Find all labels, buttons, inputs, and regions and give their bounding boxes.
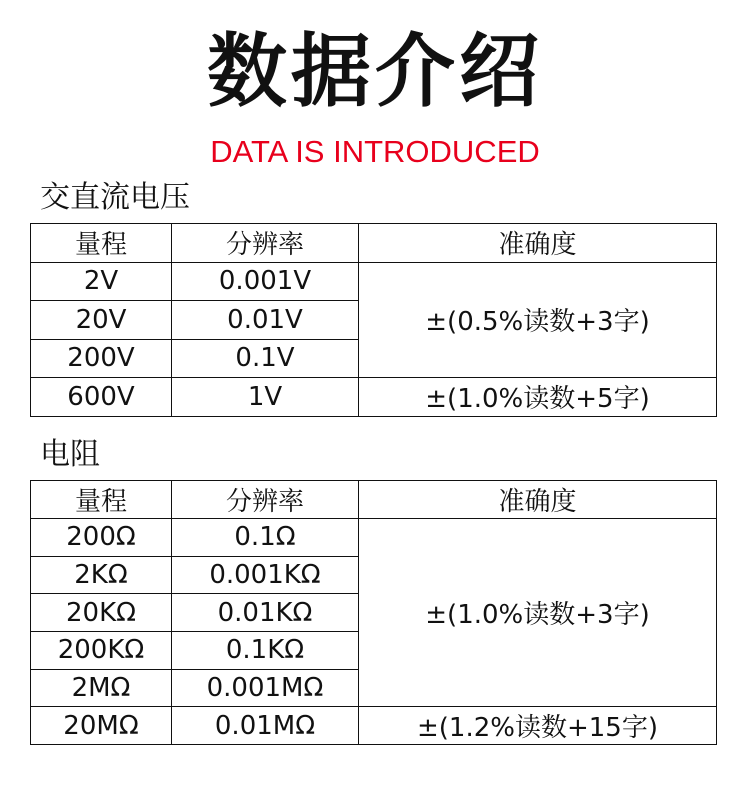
range-cell: 2MΩ xyxy=(31,669,172,707)
range-cell: 200V xyxy=(31,339,172,378)
range-cell: 200Ω xyxy=(31,519,172,557)
section-title-resistance: 电阻 xyxy=(40,437,100,472)
range-cell: 2KΩ xyxy=(31,556,172,594)
table-header-row xyxy=(31,224,717,263)
table-row xyxy=(31,519,717,557)
range-cell: 600V xyxy=(31,378,172,417)
section-title-voltage: 交直流电压 xyxy=(40,180,190,215)
range-cell: 20MΩ xyxy=(31,707,172,745)
header-accuracy: 准确度 xyxy=(359,224,717,263)
header-resolution: 分辨率 xyxy=(172,224,359,263)
resolution-cell: 0.1KΩ xyxy=(172,632,359,670)
table-header-row xyxy=(31,481,717,519)
accuracy-cell: ±(1.0%读数+5字) xyxy=(359,378,717,417)
page-title: 数据介绍 xyxy=(207,25,543,118)
accuracy-cell: ±(0.5%读数+3字) xyxy=(359,262,717,378)
range-cell: 200KΩ xyxy=(31,632,172,670)
header-resolution: 分辨率 xyxy=(172,481,359,519)
resolution-cell: 0.001V xyxy=(172,262,359,301)
resolution-cell: 0.01V xyxy=(172,301,359,340)
accuracy-cell: ±(1.0%读数+3字) xyxy=(359,519,717,707)
resolution-cell: 0.1V xyxy=(172,339,359,378)
table-row xyxy=(31,378,717,417)
accuracy-cell: ±(1.2%读数+15字) xyxy=(359,707,717,745)
header-accuracy: 准确度 xyxy=(359,481,717,519)
range-cell: 20KΩ xyxy=(31,594,172,632)
resolution-cell: 1V xyxy=(172,378,359,417)
header-range: 量程 xyxy=(31,481,172,519)
resolution-cell: 0.001MΩ xyxy=(172,669,359,707)
range-cell: 20V xyxy=(31,301,172,340)
range-cell: 2V xyxy=(31,262,172,301)
resolution-cell: 0.01KΩ xyxy=(172,594,359,632)
page-subtitle: DATA IS INTRODUCED xyxy=(210,134,540,169)
header-range: 量程 xyxy=(31,224,172,263)
resolution-cell: 0.001KΩ xyxy=(172,556,359,594)
resistance-spec-table xyxy=(30,480,717,745)
table-row xyxy=(31,262,717,301)
table-row xyxy=(31,707,717,745)
resolution-cell: 0.01MΩ xyxy=(172,707,359,745)
resolution-cell: 0.1Ω xyxy=(172,519,359,557)
voltage-spec-table xyxy=(30,223,717,417)
